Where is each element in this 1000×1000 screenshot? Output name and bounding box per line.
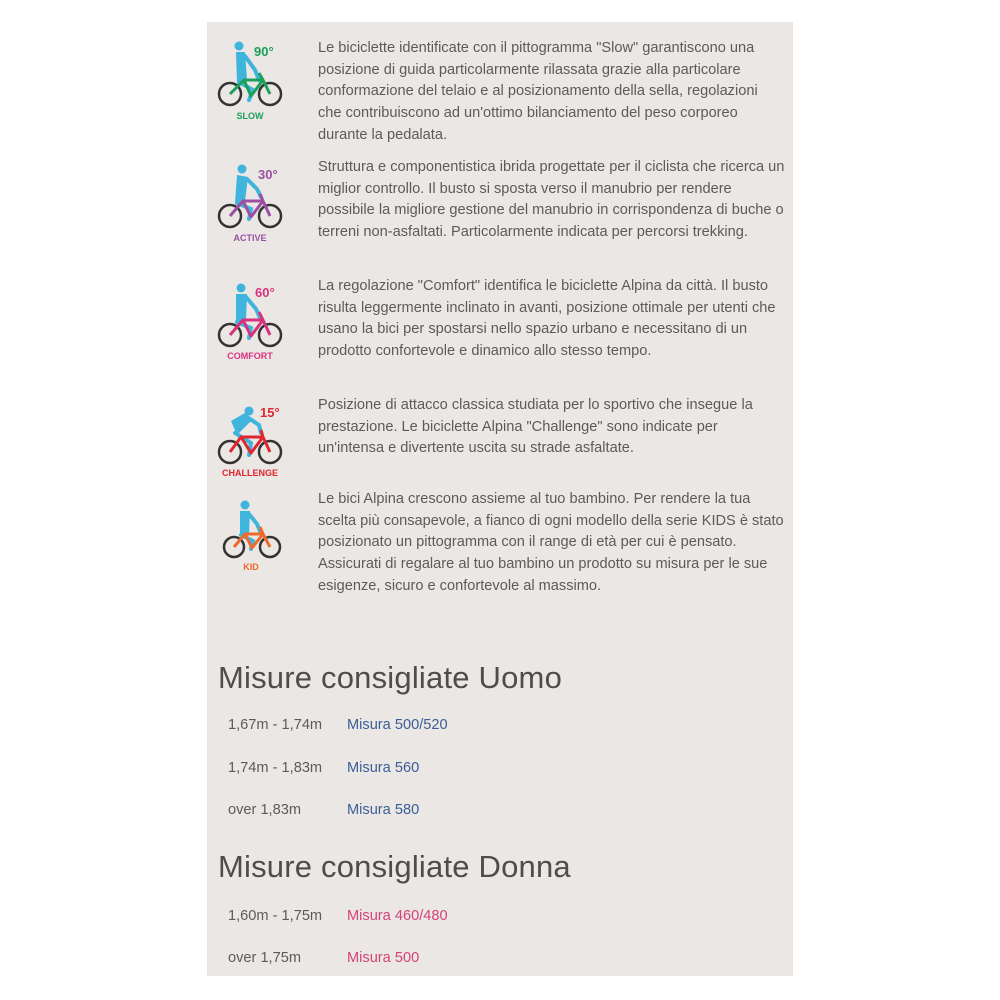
- degree-label: 60°: [255, 285, 275, 300]
- section-heading-uomo: Misure consigliate Uomo: [218, 660, 563, 695]
- height-range: 1,60m - 1,75m: [228, 908, 323, 924]
- size-value: Misura 560: [347, 760, 420, 776]
- size-value: Misura 500: [347, 950, 420, 966]
- svg-text:CHALLENGE: CHALLENGE: [222, 468, 278, 478]
- height-range: over 1,75m: [228, 950, 302, 966]
- size-value: Misura 580: [347, 802, 420, 818]
- degree-label: 15°: [260, 405, 280, 420]
- svg-text:KID: KID: [243, 562, 259, 572]
- pictogram-desc-slow: Le biciclette identificate con il pittogramma "Slow" garantiscono una posizione di guida particolarmente rilassata grazie alla particolare conformazione del telaio e al posizionamento della sella, regolazioni che contribuiscono ad un'ottimo bilanciamento del peso corporeo durante la pedalata.: [318, 40, 758, 143]
- pictogram-desc-kid: Le bici Alpina crescono assieme al tuo bambino. Per rendere la tua scelta più consapevole, a fianco di ogni modello della serie KIDS è stato posizionato un pittogramma con il range di età per cui è pensato. Assicurati di regalare al tuo bambino un prodotto su misura per le sue esigenze, sicuro e confortevole al massimo.: [318, 491, 784, 594]
- height-range: 1,74m - 1,83m: [228, 760, 323, 776]
- cyclist-active-icon: [215, 161, 287, 251]
- cyclist-comfort-icon: [215, 280, 287, 370]
- bike-position-panel: [207, 22, 793, 976]
- svg-text:SLOW: SLOW: [236, 111, 264, 121]
- size-row-uomo: [228, 760, 419, 776]
- height-range: over 1,83m: [228, 802, 302, 818]
- cyclist-challenge-icon: [215, 399, 287, 489]
- svg-text:COMFORT: COMFORT: [227, 351, 273, 361]
- size-row-uomo: [228, 717, 448, 733]
- size-value: Misura 460/480: [347, 908, 448, 924]
- pictogram-desc-challenge: Posizione di attacco classica studiata per lo sportivo che insegue la prestazione. Le biciclette Alpina "Challenge" sono indicate per un'intensa e divertente uscita su strade asfaltate.: [318, 397, 753, 457]
- section-heading-donna: Misure consigliate Donna: [218, 849, 571, 884]
- svg-text:ACTIVE: ACTIVE: [233, 233, 267, 243]
- cyclist-kid-icon: [215, 493, 287, 583]
- size-row-uomo: [228, 802, 419, 818]
- degree-label: 30°: [258, 167, 278, 182]
- pictogram-desc-comfort: La regolazione "Comfort" identifica le biciclette Alpina da città. Il busto risulta leggermente inclinato in avanti, posizione ottimale per utenti che usano la bici per spostarsi nello spazio urbano e necessitano di un prodotto confortevole e dinamico allo stesso tempo.: [318, 278, 776, 360]
- size-row-donna: [228, 908, 448, 924]
- height-range: 1,67m - 1,74m: [228, 717, 323, 733]
- size-row-donna: [228, 950, 419, 966]
- pictogram-desc-active: Struttura e componentistica ibrida progettate per il ciclista che ricerca un miglior controllo. Il busto si sposta verso il manubrio per rendere possibile la migliore gestione del manubrio in corrispondenza di buche o terreni non-asfaltati. Particolarmente indicata per percorsi trekking.: [318, 159, 785, 241]
- cyclist-slow-icon: [215, 40, 287, 130]
- degree-label: 90°: [254, 44, 274, 59]
- size-value: Misura 500/520: [347, 717, 448, 733]
